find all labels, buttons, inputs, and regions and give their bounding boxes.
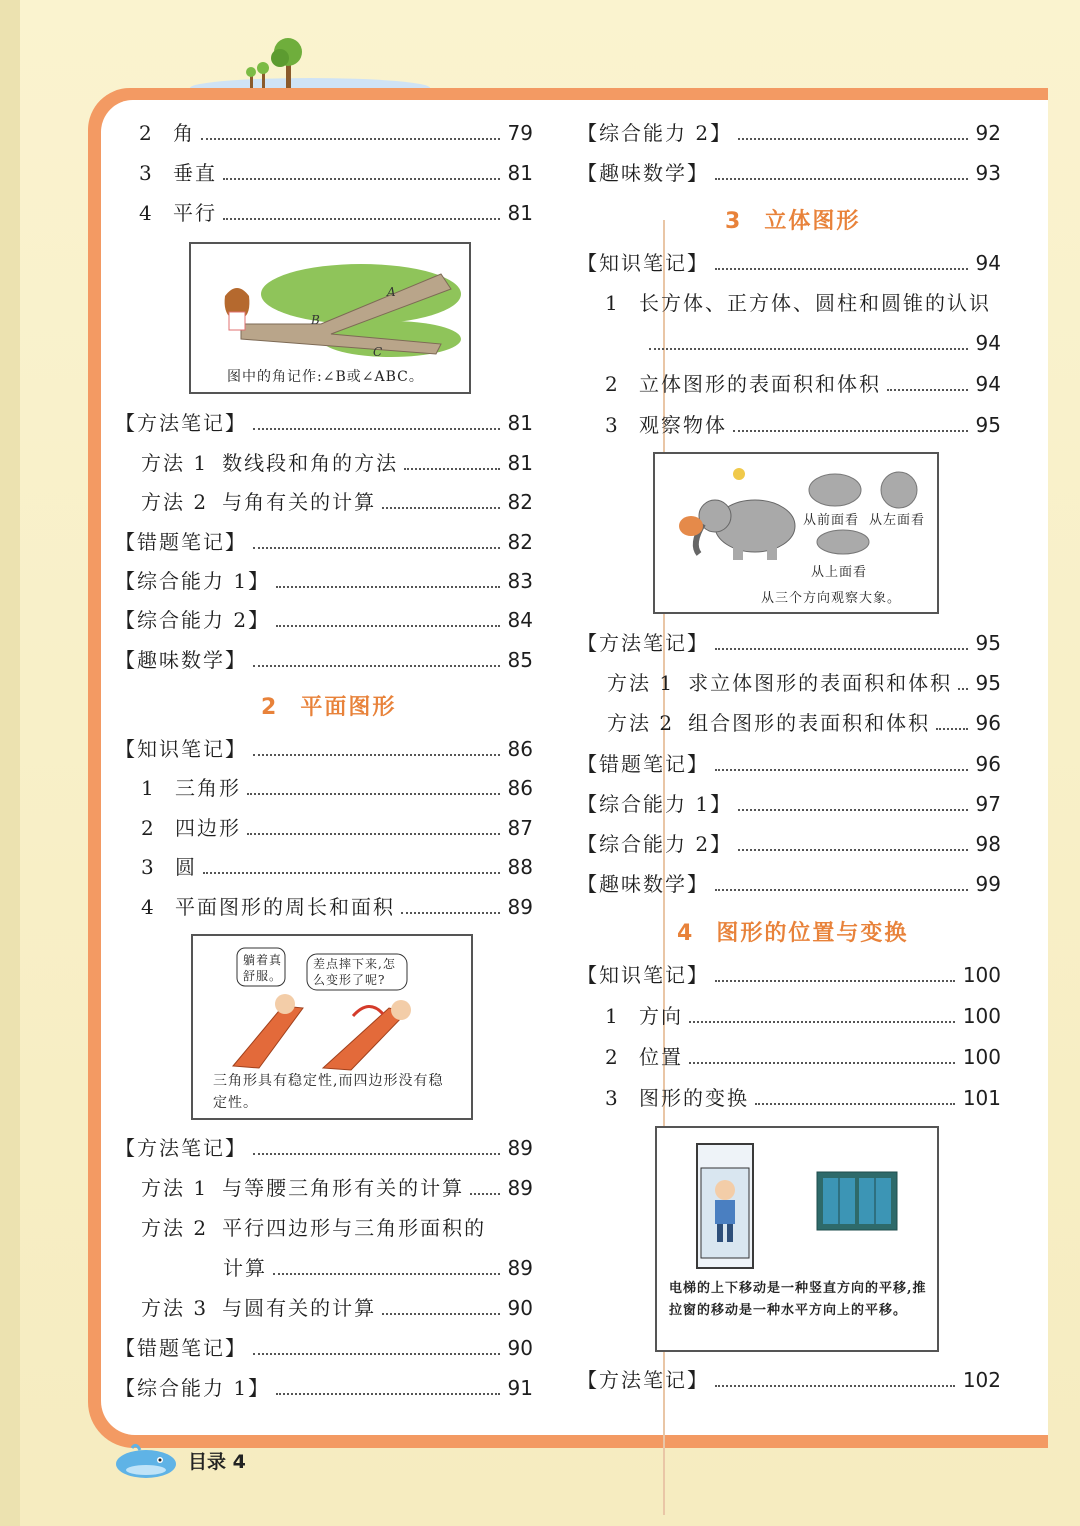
dot-leader: [715, 768, 968, 771]
dot-leader: [715, 647, 968, 650]
dot-leader: [715, 177, 968, 180]
dot-leader: [247, 832, 500, 835]
toc-entry[interactable]: [139, 200, 533, 226]
page-number: 85: [507, 648, 533, 672]
dot-leader: [276, 585, 499, 588]
method-tag: 方法 2: [607, 711, 675, 735]
entry-label: 平行四边形与三角形面积的: [222, 1216, 487, 1240]
toc-entry[interactable]: [141, 489, 533, 515]
page-number: 95: [975, 631, 1001, 655]
page-number: 88: [507, 855, 533, 879]
entry-label: 【趣味数学】: [115, 648, 247, 672]
toc-entry[interactable]: [141, 450, 533, 476]
entry-number: 1: [141, 776, 154, 800]
page-number: 101: [962, 1086, 1001, 1110]
angle-figure: [189, 242, 471, 394]
entry-label: 垂直: [173, 161, 217, 185]
entry-label: 组合图形的表面积和体积: [688, 711, 931, 735]
speech-bubble-2: 差点摔下来,怎么变形了呢?: [313, 957, 396, 987]
method-tag: 方法 2: [141, 1216, 209, 1240]
toc-entry[interactable]: [605, 1003, 1001, 1029]
entry-label: 求立体图形的表面积和体积: [688, 671, 953, 695]
entry-label: 【综合能力 2】: [577, 832, 733, 856]
entry-label: 观察物体: [639, 413, 727, 437]
toc-entry[interactable]: [607, 710, 1001, 736]
dot-leader: [276, 624, 499, 627]
page-number: 95: [975, 671, 1001, 695]
toc-entry-continued[interactable]: [223, 1255, 533, 1281]
page-number: 96: [975, 752, 1001, 776]
page-number: 86: [507, 776, 533, 800]
entry-label: 平行: [173, 201, 217, 225]
toc-entry-continued[interactable]: [643, 330, 1001, 356]
entry-number: 2: [605, 1045, 618, 1069]
dot-leader: [958, 687, 967, 690]
dot-leader: [738, 808, 967, 811]
dot-leader: [755, 1102, 955, 1105]
angle-illustration: [191, 244, 469, 364]
entry-label: 【趣味数学】: [577, 161, 709, 185]
entry-label: 方向: [639, 1004, 683, 1028]
toc-entry[interactable]: [141, 1215, 533, 1241]
toc-entry[interactable]: [605, 1085, 1001, 1111]
page-number: 81: [507, 201, 533, 225]
entry-label: 与等腰三角形有关的计算: [222, 1176, 465, 1200]
entry-number: 2: [139, 121, 152, 145]
page-number: 94: [975, 372, 1001, 396]
page-number: 102: [962, 1368, 1001, 1392]
entry-label: 【错题笔记】: [115, 530, 247, 554]
section-number: 2: [261, 695, 279, 720]
entry-label: 【方法笔记】: [577, 1368, 709, 1392]
page-number: 89: [507, 1256, 533, 1280]
page-number: 82: [507, 530, 533, 554]
dot-leader: [738, 848, 967, 851]
entry-label: 【知识笔记】: [115, 737, 247, 761]
entry-number: 3: [141, 855, 154, 879]
whale-icon: [110, 1440, 180, 1480]
entry-label: 计算: [223, 1256, 267, 1280]
entry-number: 3: [605, 1086, 618, 1110]
section-title: 图形的位置与变换: [716, 921, 909, 946]
page-number: 100: [962, 1004, 1001, 1028]
entry-label: 平面图形的周长和面积: [175, 895, 395, 919]
method-tag: 方法 3: [141, 1296, 209, 1320]
translation-figure: [655, 1126, 939, 1352]
entry-label: 四边形: [175, 816, 241, 840]
dot-leader: [223, 217, 500, 220]
page-number: 91: [507, 1376, 533, 1400]
dot-leader: [276, 1392, 499, 1395]
entry-number: 3: [139, 161, 152, 185]
method-tag: 方法 1: [607, 671, 675, 695]
toc-entry[interactable]: [577, 871, 1001, 897]
entry-number: 3: [605, 413, 618, 437]
page-number: 87: [507, 816, 533, 840]
front-view-label: 从前面看: [803, 513, 860, 528]
page-number: 86: [507, 737, 533, 761]
entry-label: 【综合能力 1】: [115, 569, 271, 593]
dot-leader: [715, 267, 968, 270]
toc-entry[interactable]: [139, 160, 533, 186]
page-number: 81: [507, 451, 533, 475]
entry-label: 与角有关的计算: [222, 490, 377, 514]
speech-bubble-1: 躺着真舒服。: [243, 953, 283, 983]
dot-leader: [404, 467, 499, 470]
footer: [110, 1440, 246, 1480]
section-number: 3: [725, 209, 743, 234]
page-number: 95: [975, 413, 1001, 437]
page-number: 89: [507, 1136, 533, 1160]
toc-entry[interactable]: [577, 120, 1001, 146]
elevator-window-illustration: [657, 1128, 937, 1278]
page-number: 100: [962, 963, 1001, 987]
method-tag: 方法 1: [141, 451, 209, 475]
figure-caption: 三角形具有稳定性,而四边形没有稳定性。: [213, 1073, 444, 1111]
toc-entry[interactable]: [115, 1375, 533, 1401]
entry-label: 长方体、正方体、圆柱和圆锥的认识: [639, 291, 991, 315]
page-number: 81: [507, 161, 533, 185]
section-heading[interactable]: [677, 916, 908, 947]
entry-label: 【趣味数学】: [577, 872, 709, 896]
dot-leader: [733, 429, 968, 432]
toc-entry[interactable]: [577, 791, 1001, 817]
entry-number: 2: [141, 816, 154, 840]
page-number: 90: [507, 1336, 533, 1360]
entry-label: 【知识笔记】: [577, 963, 709, 987]
section-number: 4: [677, 921, 695, 946]
toc-entry[interactable]: [115, 607, 533, 633]
toc-entry[interactable]: [115, 410, 533, 436]
page-number: 93: [975, 161, 1001, 185]
dot-leader: [689, 1020, 955, 1023]
entry-label: 【方法笔记】: [115, 1136, 247, 1160]
deckchair-figure: [191, 934, 473, 1120]
entry-label: 【综合能力 2】: [115, 608, 271, 632]
dot-leader: [273, 1272, 500, 1275]
dot-leader: [253, 664, 500, 667]
toc-entry[interactable]: [577, 831, 1001, 857]
dot-leader: [253, 753, 500, 756]
entry-label: 【错题笔记】: [115, 1336, 247, 1360]
dot-leader: [401, 911, 500, 914]
entry-label: 三角形: [175, 776, 241, 800]
entry-number: 1: [605, 1004, 618, 1028]
content-panel: [101, 100, 1048, 1435]
dot-leader: [689, 1061, 955, 1064]
dot-leader: [247, 792, 500, 795]
toc-entry[interactable]: [115, 1335, 533, 1361]
page-number: 99: [975, 872, 1001, 896]
entry-number: 1: [605, 291, 618, 315]
dot-leader: [715, 1384, 955, 1387]
point-a-label: A: [387, 285, 396, 299]
entry-label: 图形的变换: [639, 1086, 749, 1110]
page-number: 79: [507, 121, 533, 145]
toc-entry[interactable]: [141, 775, 533, 801]
toc-entry[interactable]: [141, 1295, 533, 1321]
toc-entry[interactable]: [115, 647, 533, 673]
toc-entry[interactable]: [115, 1135, 533, 1161]
dot-leader: [203, 871, 500, 874]
toc-entry[interactable]: [577, 630, 1001, 656]
page-number: 94: [975, 331, 1001, 355]
entry-label: 数线段和角的方法: [222, 451, 399, 475]
method-tag: 方法 1: [141, 1176, 209, 1200]
section-title: 平面图形: [300, 695, 397, 720]
left-view-label: 从左面看: [869, 513, 926, 528]
dot-leader: [253, 1352, 500, 1355]
toc-entry[interactable]: [605, 290, 1001, 316]
toc-entry[interactable]: [577, 751, 1001, 777]
method-tag: 方法 2: [141, 490, 209, 514]
toc-entry[interactable]: [141, 815, 533, 841]
entry-number: 4: [141, 895, 154, 919]
point-c-label: C: [373, 345, 383, 359]
entry-label: 圆: [175, 855, 197, 879]
section-title: 立体图形: [764, 209, 861, 234]
toc-entry[interactable]: [577, 160, 1001, 186]
dot-leader: [738, 137, 967, 140]
toc-entry[interactable]: [115, 736, 533, 762]
page-number: 89: [507, 895, 533, 919]
footer-page-label: 目录 4: [188, 1450, 246, 1473]
dot-leader: [223, 177, 500, 180]
entry-label: 立体图形的表面积和体积: [639, 372, 881, 396]
toc-entry[interactable]: [605, 412, 1001, 438]
dot-leader: [715, 888, 968, 891]
entry-label: 角: [173, 121, 195, 145]
toc-entry[interactable]: [577, 962, 1001, 988]
figure-caption: 从三个方向观察大象。: [761, 591, 902, 606]
dot-leader: [253, 546, 500, 549]
entry-label: 位置: [639, 1045, 683, 1069]
toc-entry[interactable]: [605, 1044, 1001, 1070]
toc-entry[interactable]: [577, 1367, 1001, 1393]
dot-leader: [382, 506, 499, 509]
dot-leader: [715, 979, 955, 982]
page-number: 94: [975, 251, 1001, 275]
toc-entry[interactable]: [139, 120, 533, 146]
toc-entry[interactable]: [577, 250, 1001, 276]
elephant-figure: [653, 452, 939, 614]
entry-label: 【综合能力 1】: [577, 792, 733, 816]
page-edge: [0, 0, 20, 1526]
page-number: 100: [962, 1045, 1001, 1069]
entry-label: 【方法笔记】: [577, 631, 709, 655]
toc-entry[interactable]: [141, 894, 533, 920]
entry-number: 2: [605, 372, 618, 396]
dot-leader: [470, 1192, 499, 1195]
trees-illustration: [190, 34, 430, 94]
entry-label: 【综合能力 1】: [115, 1376, 271, 1400]
dot-leader: [649, 347, 968, 350]
page-number: 90: [507, 1296, 533, 1320]
top-view-label: 从上面看: [811, 565, 868, 580]
page-number: 84: [507, 608, 533, 632]
figure-caption: 电梯的上下移动是一种竖直方向的平移,推拉窗的移动是一种水平方向上的平移。: [669, 1281, 927, 1318]
entry-number: 4: [139, 201, 152, 225]
page-number: 96: [975, 711, 1001, 735]
toc-entry[interactable]: [605, 371, 1001, 397]
page-number: 83: [507, 569, 533, 593]
page-number: 82: [507, 490, 533, 514]
entry-label: 【知识笔记】: [577, 251, 709, 275]
dot-leader: [201, 137, 500, 140]
toc-entry[interactable]: [141, 1175, 533, 1201]
dot-leader: [253, 1152, 500, 1155]
dot-leader: [382, 1312, 499, 1315]
entry-label: 与圆有关的计算: [222, 1296, 377, 1320]
dot-leader: [936, 727, 967, 730]
section-heading[interactable]: [725, 204, 860, 235]
dot-leader: [253, 427, 500, 430]
page-number: 98: [975, 832, 1001, 856]
toc-entry[interactable]: [115, 529, 533, 555]
toc-entry[interactable]: [141, 854, 533, 880]
entry-label: 【综合能力 2】: [577, 121, 733, 145]
section-heading[interactable]: [261, 690, 396, 721]
page-number: 89: [507, 1176, 533, 1200]
page-number: 81: [507, 411, 533, 435]
toc-entry[interactable]: [115, 568, 533, 594]
entry-label: 【方法笔记】: [115, 411, 247, 435]
figure-caption: 图中的角记作:∠B或∠ABC。: [227, 369, 424, 385]
page-number: 97: [975, 792, 1001, 816]
page-number: 92: [975, 121, 1001, 145]
point-b-label: B: [311, 313, 320, 327]
entry-label: 【错题笔记】: [577, 752, 709, 776]
toc-entry[interactable]: [607, 670, 1001, 696]
dot-leader: [887, 388, 968, 391]
